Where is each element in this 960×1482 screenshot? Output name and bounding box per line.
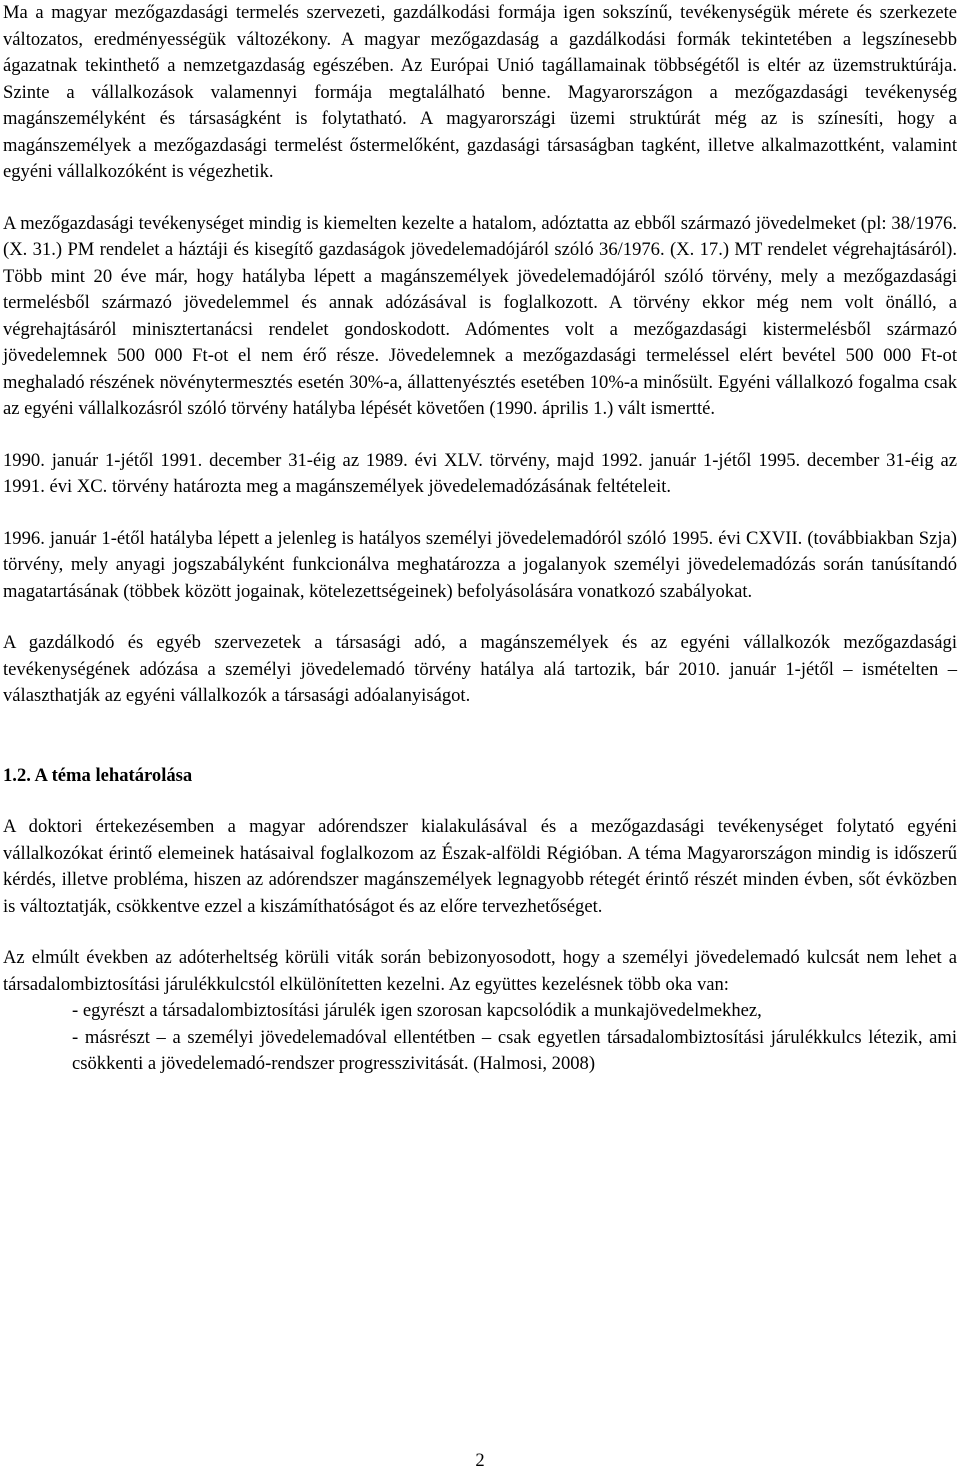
section-heading: 1.2. A téma lehatárolása [3, 764, 193, 786]
list-item: - egyrészt a társadalombiztosítási járulék igen szorosan kapcsolódik a munkajövedelmekhez, [72, 1000, 762, 1021]
page-number: 2 [475, 1450, 485, 1471]
paragraph-1990-law: 1990. január 1-jétől 1991. december 31-éig az 1989. évi XLV. törvény, majd 1992. január 1-jétől 1995. december 31-éig az 1991. évi XC. törvény határozta meg a magánszemélyek jövedelemadózásának feltételeit. [3, 449, 957, 497]
paragraph-corporate-tax: A gazdálkodó és egyéb szervezetek a társasági adó, a magánszemélyek és az egyéni vállalkozók mezőgazdasági tevékenységének adózása a személyi jövedelemadó törvény hatálya alá tartozik, bár 2010. január 1-jétől – ismételten – választhatják az egyéni vállalkozók a társasági adóalanyiságot. [3, 632, 957, 706]
paragraph-1996-szja: 1996. január 1-étől hatályba lépett a jelenleg is hatályos személyi jövedelemadóról szóló 1995. évi CXVII. (továbbiakban Szja) törvény, mely anyagi jogszabályként funkcionálva meghatározza a jogalanyok személyi jövedelemadózás során tanúsítandó magatartásának (többek között jogainak, kötelezettségeinek) befolyásolására vonatkozó szabályokat. [3, 527, 957, 602]
document-page [3, 0, 957, 1078]
list-item: - másrészt – a személyi jövedelemadóval ellentétben – csak egyetlen társadalombiztosítási járulékkulcs létezik, ami csökkenti a jövedelemadó-rendszer progresszivitását. (Halmosi, 2008) [72, 1026, 957, 1074]
paragraph-tax-burden: Az elmúlt években az adóterheltség körüli viták során bebizonyosodott, hogy a személyi jövedelemadó kulcsát nem lehet a társadalombiztosítási járulékkulcstól elkülönítetten kezelni. Az együttes kezelésnek több oka van: [3, 947, 957, 995]
paragraph-topic-scope: A doktori értekezésemben a magyar adórendszer kialakulásával és a mezőgazdasági tevékenységet folytató egyéni vállalkozókat érintő elemeinek hatásaival foglalkozom az Észak-alföldi Régióban. A téma Magyarországon mindig is időszerű kérdés, illetve probléma, hiszen az adórendszer magánszemélyek legnagyobb rétegét érintő részét minden évben, sőt évközben is változtatják, csökkentve ezzel a kiszámíthatóságot és az előre tervezhetőséget. [3, 816, 957, 917]
paragraph-taxation-history: A mezőgazdasági tevékenységet mindig is kiemelten kezelte a hatalom, adóztatta az ebből származó jövedelmeket (pl: 38/1976. (X. 31.) PM rendelet a háztáji és kisegítő gazdaságok jövedelemadójáról szóló 36/1976. (X. 17.) MT rendelet végrehajtásáról). Több mint 20 éve már, hogy hatályba lépett a magánszemélyek jövedelemadójáról szóló törvény, mely a mezőgazdasági termelésből származó jövedelemmel és annak adózásával is foglalkozott. A törvény ekkor még nem volt önálló, a végrehajtásáról minisztertanácsi rendelet gondoskodott. Adómentes volt a mezőgazdasági kistermelésből származó jövedelemnek 500 000 Ft-ot el nem érő része. Jövedelemnek a mezőgazdasági termeléssel elért bevétel 500 000 Ft-ot meghaladó részének növénytermesztés esetén 30%-a, állattenyésztés esetében 10%-a minősült. Egyéni vállalkozó fogalma csak az egyéni vállalkozásról szóló törvény hatályba lépését követően (1990. április 1.) vált ismertté. [3, 212, 957, 419]
paragraph-intro: Ma a magyar mezőgazdasági termelés szervezeti, gazdálkodási formája igen sokszínű, tevékenységük mérete és szerkezete változatos, eredményességük változékony. A magyar mezőgazdaság a gazdálkodási formák tekintetében a legszínesebb ágazatnak tekinthető a nemzetgazdaság egészében. Az Európai Unió tagállamainak többségétől is eltér az üzemstruktúrája. Szinte a vállalkozások valamennyi formája megtalálható benne. Magyarországon a mezőgazdasági tevékenység magánszemélyként és társaságként is folytatható. A magyarországi üzemi struktúrát még az is színesíti, hogy a magánszemélyek a mezőgazdasági termelést őstermelőként, gazdasági társaságban tagként, illetve alkalmazottként, valamint egyéni vállalkozóként is végezhetik. [3, 2, 957, 182]
reasons-list [3, 998, 957, 1078]
